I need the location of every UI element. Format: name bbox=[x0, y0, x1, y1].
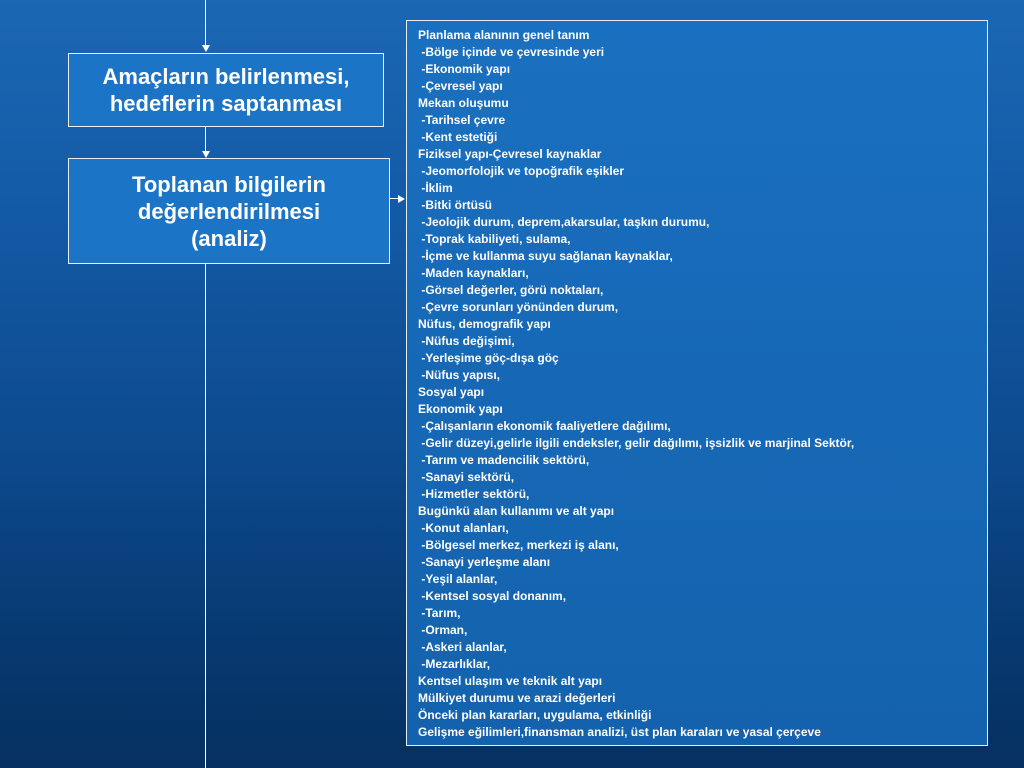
goals-box bbox=[68, 53, 384, 127]
arrow-to-analysis-box bbox=[202, 151, 210, 158]
info-panel-subitem: -Bölge içinde ve çevresinde yeri bbox=[418, 45, 605, 59]
info-panel-subitem: -Nüfus değişimi, bbox=[418, 334, 515, 348]
info-panel-subitem: -Sanayi yerleşme alanı bbox=[418, 555, 551, 569]
info-panel-heading: Önceki plan kararları, uygulama, etkinliği bbox=[418, 708, 652, 722]
info-panel-subitem: -Tarım ve madencilik sektörü, bbox=[418, 453, 590, 467]
info-panel-subitem: -Çevre sorunları yönünden durum, bbox=[418, 300, 619, 314]
info-panel-subitem: -Jeolojik durum, deprem,akarsular, taşkın durumu, bbox=[418, 215, 710, 229]
analysis-box-label: Toplanan bilgilerin değerlendirilmesi (analiz) bbox=[132, 171, 326, 251]
arrow-to-goals-box bbox=[202, 45, 210, 52]
goals-box-label: Amaçların belirlenmesi, hedeflerin saptanması bbox=[102, 64, 350, 116]
info-panel-subitem: -Gelir düzeyi,gelirle ilgili endeksler, gelir dağılımı, işsizlik ve marjinal Sektör, bbox=[418, 436, 855, 450]
connector-line-middle bbox=[205, 127, 206, 151]
info-panel-subitem: -Çevresel yapı bbox=[418, 79, 503, 93]
info-panel-subitem: -İçme ve kullanma suyu sağlanan kaynaklar, bbox=[418, 249, 673, 263]
info-panel-heading: Kentsel ulaşım ve teknik alt yapı bbox=[418, 674, 603, 688]
info-panel-subitem: -Nüfus yapısı, bbox=[418, 368, 501, 382]
info-panel bbox=[406, 20, 988, 746]
connector-line-bottom bbox=[205, 264, 206, 768]
info-panel-heading: Mekan oluşumu bbox=[418, 96, 509, 110]
connector-line-top bbox=[205, 0, 206, 45]
info-panel-subitem: -Mezarlıklar, bbox=[418, 657, 491, 671]
info-panel-heading: Mülkiyet durumu ve arazi değerleri bbox=[418, 691, 616, 705]
info-panel-subitem: -İklim bbox=[418, 181, 453, 195]
info-panel-heading: Nüfus, demografik yapı bbox=[418, 317, 551, 331]
info-panel-heading: Fiziksel yapı-Çevresel kaynaklar bbox=[418, 147, 602, 161]
info-panel-subitem: -Kentsel sosyal donanım, bbox=[418, 589, 567, 603]
info-panel-heading: Ekonomik yapı bbox=[418, 402, 503, 416]
info-panel-subitem: -Tarım, bbox=[418, 606, 461, 620]
info-panel-subitem: -Kent estetiği bbox=[418, 130, 498, 144]
info-panel-subitem: -Çalışanların ekonomik faaliyetlere dağılımı, bbox=[418, 419, 671, 433]
info-panel-subitem: -Maden kaynakları, bbox=[418, 266, 529, 280]
info-panel-heading: Bugünkü alan kullanımı ve alt yapı bbox=[418, 504, 615, 518]
info-panel-subitem: -Hizmetler sektörü, bbox=[418, 487, 530, 501]
info-panel-heading: Sosyal yapı bbox=[418, 385, 485, 399]
info-panel-subitem: -Yeşil alanlar, bbox=[418, 572, 498, 586]
info-panel-heading: Gelişme eğilimleri,finansman analizi, üst plan karaları ve yasal çerçeve bbox=[418, 725, 821, 739]
info-panel-subitem: -Toprak kabiliyeti, sulama, bbox=[418, 232, 571, 246]
info-panel-subitem: -Orman, bbox=[418, 623, 468, 637]
info-panel-subitem: -Bölgesel merkez, merkezi iş alanı, bbox=[418, 538, 619, 552]
info-panel-heading: Planlama alanının genel tanım bbox=[418, 28, 590, 42]
info-panel-subitem: -Sanayi sektörü, bbox=[418, 470, 515, 484]
arrow-to-info-panel bbox=[398, 195, 405, 203]
info-panel-subitem: -Askeri alanlar, bbox=[418, 640, 507, 654]
info-panel-subitem: -Konut alanları, bbox=[418, 521, 509, 535]
info-panel-subitem: -Ekonomik yapı bbox=[418, 62, 511, 76]
info-panel-list bbox=[418, 27, 987, 741]
analysis-box bbox=[68, 158, 390, 264]
info-panel-subitem: -Jeomorfolojik ve topoğrafik eşikler bbox=[418, 164, 625, 178]
info-panel-subitem: -Bitki örtüsü bbox=[418, 198, 492, 212]
info-panel-subitem: -Yerleşime göç-dışa göç bbox=[418, 351, 559, 365]
info-panel-subitem: -Görsel değerler, görü noktaları, bbox=[418, 283, 604, 297]
info-panel-subitem: -Tarihsel çevre bbox=[418, 113, 506, 127]
